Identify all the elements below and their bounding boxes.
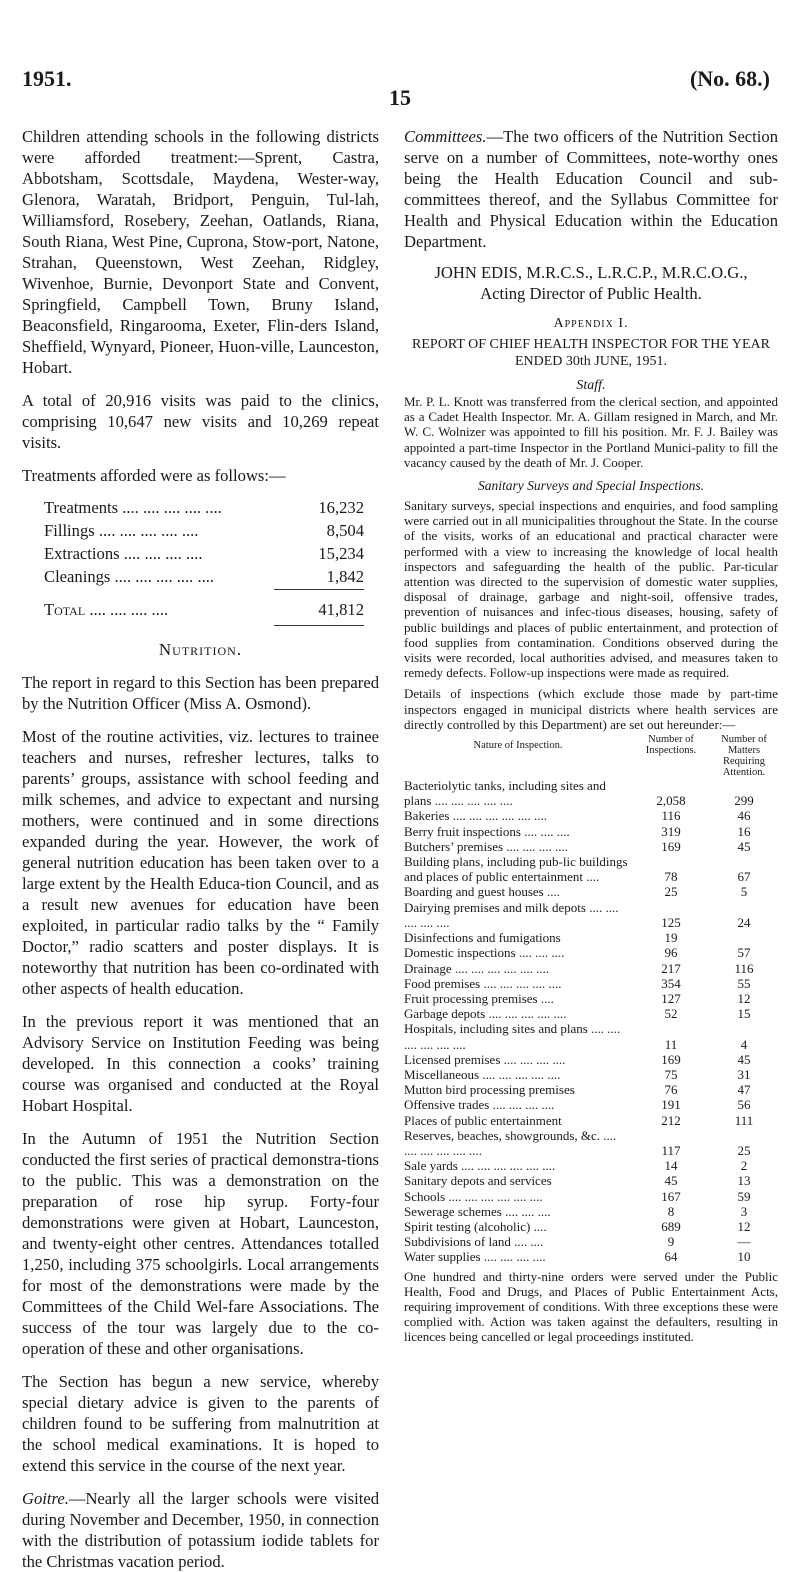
inspection-nature: Bakeries .... .... .... .... .... ....	[404, 808, 547, 824]
staff-heading: Staff.	[576, 378, 606, 393]
inspection-nature: Sanitary depots and services	[404, 1173, 552, 1189]
inspection-nature: Spirit testing (alcoholic) ....	[404, 1218, 547, 1234]
table-row	[404, 961, 778, 976]
inspection-matters: 10	[737, 1249, 751, 1265]
nutrition-paragraph: The report in regard to this Section has been prepared by the Nutrition Officer (Miss A. Osmond).	[22, 673, 379, 713]
inspection-matters: 46	[737, 808, 751, 824]
treatments-intro: Treatments afforded were as follows:—	[22, 466, 286, 485]
inspection-nature: Building plans, including pub-lic buildings and places of public entertainment ....	[404, 854, 628, 885]
treatment-value: 8,504	[326, 521, 364, 540]
left-column	[22, 126, 379, 1572]
schools-paragraph: Children attending schools in the following districts were afforded treatment:—Sprent, Castra, Abbotsham, Scottsdale, Maydena, Wester-way, Glenora, Waratah, Bridport, Penguin, Tul-lah, Williamsford, Rosebery, Zeehan, Oatlands, Riana, South Riana, West Pine, Cuprona, Stow-port, Natone, Strahan, Queenstown, West Zeehan, Ridgley, Wivenhoe, Burnie, Devonport State and Convent, Springfield, Campbell Town, Bruny Island, Beaconsfield, Ringarooma, Exeter, Flin-ders Island, Sheffield, Wynyard, Pioneer, Huon-ville, Launceston, Hobart.	[22, 127, 379, 377]
inspection-count: 354	[661, 975, 681, 991]
inspection-nature: Domestic inspections .... .... ....	[404, 945, 565, 961]
inspection-matters: 67	[737, 869, 751, 885]
inspection-matters: 12	[737, 990, 751, 1006]
table-row	[404, 930, 778, 945]
appendix-heading: Appendix I.	[553, 316, 629, 331]
table-row	[404, 1006, 778, 1021]
table-row	[404, 1128, 778, 1158]
inspection-count: 45	[664, 1173, 678, 1189]
inspection-count: 11	[664, 1036, 678, 1052]
table-row	[404, 1219, 778, 1234]
inspection-matters: 3	[740, 1203, 748, 1219]
treatments-table	[44, 496, 364, 627]
nutrition-paragraph: In the previous report it was mentioned that an Advisory Service on Institution Feeding was being developed. In this connection a cooks’ training course was organised and conducted at the Royal Hobart Hospital.	[22, 1012, 379, 1115]
inspection-count: 96	[664, 945, 678, 961]
inspection-matters: 47	[737, 1082, 751, 1098]
nutrition-paragraph: The Section has begun a new service, whereby special dietary advice is given to the parents of children found to be suffering from malnutrition at the school medical examinations. It is hoped to extend this service in the course of the next year.	[22, 1372, 379, 1475]
inspection-matters: 111	[734, 1112, 754, 1128]
table-header-row	[404, 734, 778, 778]
header-paper-number: (No. 68.)	[689, 66, 770, 91]
inspection-matters: 56	[737, 1097, 751, 1113]
inspection-matters: 299	[734, 793, 754, 809]
table-row	[404, 1204, 778, 1219]
treatment-label: Fillings .... .... .... .... ....	[44, 521, 199, 540]
inspection-matters: 55	[737, 975, 751, 991]
inspection-matters: —	[737, 1234, 751, 1250]
inspection-matters: 59	[737, 1188, 751, 1204]
table-row	[404, 808, 778, 823]
inspection-nature: Hospitals, including sites and plans .... .... .... .... .... ....	[404, 1021, 621, 1052]
table-row	[44, 496, 364, 519]
inspection-count: 117	[661, 1142, 681, 1158]
inspection-nature: Reserves, beaches, showgrounds, &c. .... .... .... .... .... ....	[404, 1127, 617, 1158]
column-header-number: Number of Inspections.	[645, 734, 697, 757]
inspection-count: 75	[664, 1066, 678, 1082]
column-header-matters: Number of Matters Requiring Attention.	[721, 734, 767, 779]
inspection-matters: 45	[737, 838, 751, 854]
nutrition-heading: Nutrition.	[158, 640, 243, 659]
table-row	[404, 884, 778, 899]
sanitary-heading: Sanitary Surveys and Special Inspections.	[477, 478, 705, 494]
inspections-table	[404, 734, 778, 1265]
treatment-label: Cleanings .... .... .... .... ....	[44, 567, 215, 586]
table-row	[404, 1067, 778, 1082]
goitre-label: Goitre.	[22, 1489, 69, 1508]
table-row	[44, 565, 364, 588]
treatment-label: Treatments .... .... .... .... ....	[44, 498, 222, 517]
inspection-nature: Sale yards .... .... .... .... .... ....	[404, 1158, 556, 1174]
committees-label: Committees.	[404, 127, 487, 146]
inspection-nature: Butchers’ premises .... .... .... ....	[404, 838, 569, 854]
inspection-matters: 24	[737, 914, 751, 930]
inspection-nature: Schools .... .... .... .... .... ....	[404, 1188, 543, 1204]
inspection-count: 217	[661, 960, 681, 976]
inspection-nature: Berry fruit inspections .... .... ....	[404, 823, 570, 839]
inspection-nature: Fruit processing premises ....	[404, 990, 554, 1006]
table-row	[404, 1249, 778, 1264]
table-row	[44, 542, 364, 565]
inspection-matters: 31	[737, 1066, 751, 1082]
inspection-count: 8	[667, 1203, 675, 1219]
inspection-matters: 16	[737, 823, 751, 839]
table-row	[404, 976, 778, 991]
treatment-value: 15,234	[318, 544, 364, 563]
signature-name: JOHN EDIS, M.R.C.S., L.R.C.P., M.R.C.O.G.,	[434, 263, 748, 282]
inspection-nature: Water supplies .... .... .... ....	[404, 1249, 546, 1265]
sum-rule-top	[274, 589, 364, 590]
nutrition-paragraph: Most of the routine activities, viz. lectures to trainee teachers and nurses, refresher lectures, talks to parents’ groups, assistance with school feeding and milk schemes, and advice to expectant and nursing mothers, were continued and in some directions expanded during the year. However, the work of general nutrition education has been taken over to a large extent by the Health Educa-tion Council, and as a result new avenues for education have been exploited, in particular radio talks by the “ Family Doctor,” radio scatters and poster displays. It is noteworthy that nutrition has been co-ordinated with other aspects of health education.	[22, 727, 379, 998]
inspection-count: 191	[661, 1097, 681, 1113]
inspection-matters: 5	[740, 884, 748, 900]
table-row	[44, 519, 364, 542]
table-row	[404, 1234, 778, 1249]
inspection-count: 169	[661, 838, 681, 854]
table-row	[404, 1189, 778, 1204]
header-year: 1951.	[22, 66, 72, 91]
details-paragraph: Details of inspections (which exclude those made by part-time inspectors engaged in municipal districts where health services are directly controlled by this Department) are set out hereunder:—	[404, 686, 778, 732]
inspection-count: 319	[661, 823, 681, 839]
table-row	[404, 1082, 778, 1097]
inspection-count: 19	[664, 930, 678, 946]
inspection-nature: Food premises .... .... .... .... ....	[404, 975, 562, 991]
column-header-nature: Nature of Inspection.	[473, 740, 563, 752]
inspection-count: 116	[661, 808, 681, 824]
committees-paragraph	[404, 126, 778, 252]
inspection-count: 125	[661, 914, 681, 930]
visits-paragraph: A total of 20,916 visits was paid to the clinics, comprising 10,647 new visits and 10,269 repeat visits.	[22, 391, 379, 452]
inspection-matters: 45	[737, 1051, 751, 1067]
table-row	[404, 1158, 778, 1173]
inspection-matters: 57	[737, 945, 751, 961]
page-number: 15	[389, 85, 411, 110]
closing-paragraph: One hundred and thirty-nine orders were served under the Public Health, Food and Drugs, and Places of Public Entertainment Acts, requiring improvement of conditions. With three exceptions these were complied with. Action was taken against the defaulters, resulting in licences being cancelled or legal proceedings instituted.	[404, 1268, 778, 1345]
inspection-count: 212	[661, 1112, 681, 1128]
table-row	[404, 1097, 778, 1112]
inspection-count: 25	[664, 884, 678, 900]
inspection-nature: Drainage .... .... .... .... .... ....	[404, 960, 550, 976]
goitre-text: —Nearly all the larger schools were visited during November and December, 1950, in connection with the distribution of potassium iodide tablets for the Christmas vacation period.	[22, 1489, 379, 1571]
report-title: REPORT OF CHIEF HEALTH INSPECTOR FOR THE YEAR ENDED 30th JUNE, 1951.	[412, 337, 770, 369]
inspection-matters: 13	[737, 1173, 751, 1189]
inspection-count: 9	[667, 1234, 675, 1250]
table-row	[404, 1052, 778, 1067]
inspection-count: 14	[664, 1158, 678, 1174]
inspection-count: 689	[661, 1218, 681, 1234]
inspection-nature: Offensive trades .... .... .... ....	[404, 1097, 555, 1113]
inspection-count: 52	[664, 1006, 678, 1022]
table-row	[404, 824, 778, 839]
inspection-nature: Sewerage schemes .... .... ....	[404, 1203, 551, 1219]
inspection-nature: Dairying premises and milk depots .... .... .... .... ....	[404, 899, 619, 930]
treatment-value: 1,842	[326, 567, 364, 586]
inspection-matters: 4	[740, 1036, 748, 1052]
inspection-matters: 116	[734, 960, 754, 976]
inspection-matters: 15	[737, 1006, 751, 1022]
table-row	[404, 839, 778, 854]
table-row	[404, 991, 778, 1006]
total-row	[44, 591, 364, 621]
committees-text: —The two officers of the Nutrition Section serve on a number of Committees, note-worthy ones being the Health Education Council and sub-committees thereof, and the Syllabus Committee for Health and Physical Education within the Education Department.	[404, 127, 778, 251]
goitre-paragraph	[22, 1488, 379, 1572]
table-row	[404, 1173, 778, 1188]
total-value: 41,812	[318, 600, 364, 619]
inspection-count: 169	[661, 1051, 681, 1067]
inspection-nature: Places of public entertainment	[404, 1112, 562, 1128]
inspection-nature: Licensed premises .... .... .... ....	[404, 1051, 566, 1067]
inspection-nature: Miscellaneous .... .... .... .... ....	[404, 1066, 561, 1082]
table-row	[404, 900, 778, 930]
nutrition-paragraph: In the Autumn of 1951 the Nutrition Section conducted the first series of practical demonstra-tions to the public. This was a demonstration on the preparation of rose hip syrup. Forty-four demonstrations were given at Hobart, Launceston, and twenty-eight other centres. Attendances totalled 1,250, including 375 schoolgirls. Local arrangements for most of the demonstrations were made by the Committees of the Child Wel-fare Associations. The success of the tour was largely due to the co-operation of these and other organisations.	[22, 1129, 379, 1358]
inspection-nature: Garbage depots .... .... .... .... ....	[404, 1006, 567, 1022]
inspection-nature: Disinfections and fumigations	[404, 930, 561, 946]
treatment-label: Extractions .... .... .... ....	[44, 544, 203, 563]
table-row	[404, 1021, 778, 1051]
inspection-count: 78	[664, 869, 678, 885]
sum-rule-bottom	[274, 625, 364, 626]
inspection-nature: Subdivisions of land .... ....	[404, 1234, 544, 1250]
inspections-body	[404, 778, 778, 1265]
inspection-matters	[710, 930, 778, 945]
staff-paragraph: Mr. P. L. Knott was transferred from the clerical section, and appointed as a Cadet Health Inspector. Mr. A. Gillam resigned in March, and Mr. W. C. Wolnizer was appointed to fill his position. Mr. F. J. Bailey was appointed a part-time Inspector in the Portland Munici-pality to fill the vacancy caused by the death of Mr. J. Cooper.	[404, 394, 778, 470]
inspection-matters: 2	[740, 1158, 748, 1174]
sanitary-paragraph: Sanitary surveys, special inspections and enquiries, and food sampling were carried out in all municipalities throughout the State. In the course of the visits, works of an educational and practical character were performed with a view to increasing the knowledge of local health inspectors and safeguarding the health of the public. Par-ticular attention was directed to the supervision of domestic water supplies, disposal of drainage, garbage and night-soil, offensive trades, prevention of nuisances and infec-tious diseases, housing, safety of public buildings and places of public entertainment, and protection of food supplies from contamination. Conditions observed during the visits were recorded, local authorities advised, and measures taken to remedy defects. Follow-up inspections were made as required.	[404, 498, 778, 681]
inspection-count: 167	[661, 1188, 681, 1204]
inspection-count: 64	[664, 1249, 678, 1265]
treatment-value: 16,232	[318, 498, 364, 517]
inspection-count: 2,058	[656, 793, 686, 809]
table-row	[404, 854, 778, 884]
table-row	[404, 778, 778, 808]
inspection-count: 127	[661, 990, 681, 1006]
inspection-matters: 25	[737, 1142, 751, 1158]
table-row	[404, 1113, 778, 1128]
inspection-matters: 12	[737, 1218, 751, 1234]
inspection-nature: Boarding and guest houses ....	[404, 884, 560, 900]
table-row	[404, 945, 778, 960]
total-label: Total .... .... .... ....	[44, 600, 169, 619]
right-column	[404, 126, 778, 1345]
inspection-nature: Bacteriolytic tanks, including sites and plans .... .... .... .... ....	[404, 778, 606, 809]
signature-title: Acting Director of Public Health.	[480, 284, 702, 303]
inspection-nature: Mutton bird processing premises	[404, 1082, 575, 1098]
inspection-count: 76	[664, 1082, 678, 1098]
